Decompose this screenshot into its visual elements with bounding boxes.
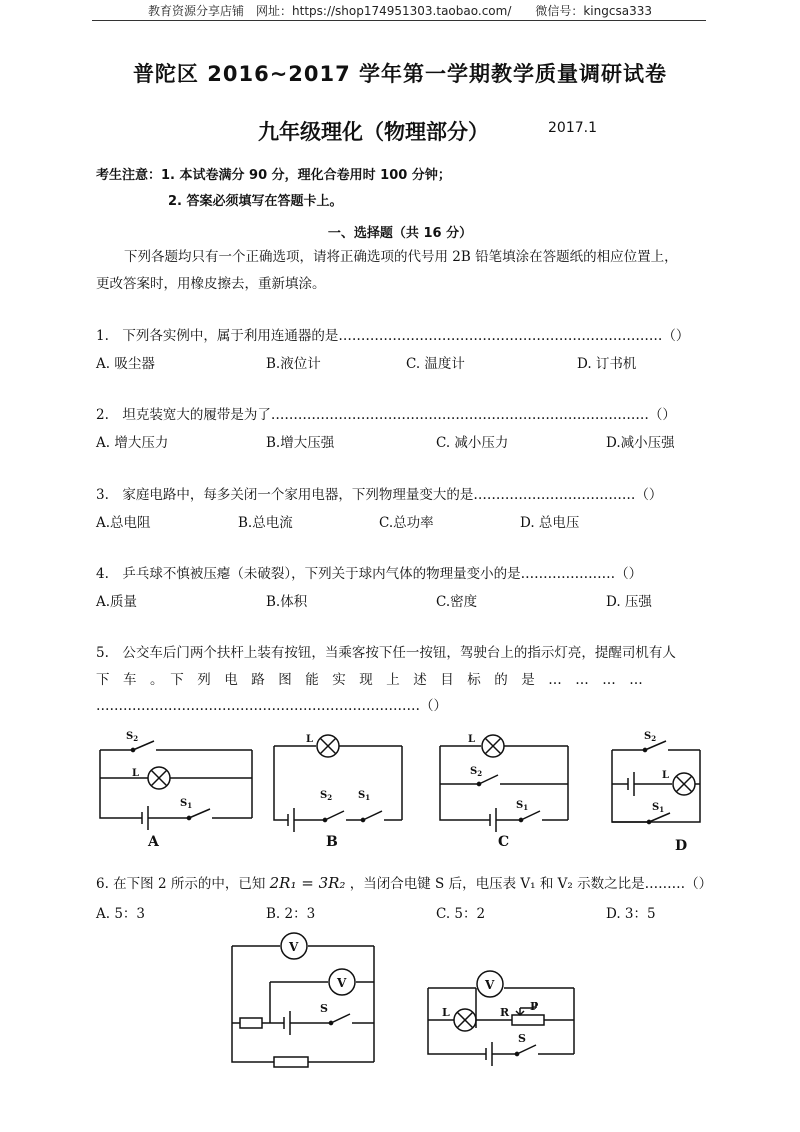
right-slider-label: P (530, 1000, 539, 1013)
site-header: 教育资源分享店铺 网址：https://shop174951303.taobao.com/ 微信号：kingcsa333 (148, 4, 652, 18)
question-6-circuits (220, 928, 600, 1078)
circuit-d-s1-label: $S_1$ (652, 802, 665, 814)
q1-option-b: B.液位计 (266, 356, 321, 372)
q2-option-d: D.减小压强 (606, 435, 675, 451)
question-3-stem: 3. 家庭电路中，每多关闭一个家用电器，下列物理量变大的是………………………………（） (96, 487, 663, 503)
q2-option-a: A. 增大压力 (96, 435, 169, 451)
q4-option-a: A.质量 (96, 594, 138, 610)
q6-option-a: A. 5：3 (96, 906, 146, 922)
q1-option-d: D. 订书机 (577, 356, 637, 372)
q3-option-d: D. 总电压 (520, 515, 580, 531)
circuit-a (100, 741, 252, 830)
circuit-a-lamp-label: L (132, 768, 140, 779)
question-5-stem-line-2: 下 车 。 下 列 电 路 图 能 实 现 上 述 目 标 的 是 … … … … (96, 672, 643, 688)
q3-option-a: A.总电阻 (96, 515, 151, 531)
q4-option-b: B.体积 (266, 594, 308, 610)
q4-option-d: D. 压强 (606, 594, 652, 610)
section-instruction-1: 下列各题均只有一个正确选项，请将正确选项的代号用 2B 铅笔填涂在答题纸的相应位置上， (124, 249, 678, 265)
circuit-c-s1-label: $S_1$ (516, 800, 529, 812)
question-6-stem-post: ，当闭合电键 S 后，电压表 V₁ 和 V₂ 示数之比是………（） (349, 876, 713, 892)
q3-option-b: B.总电流 (238, 515, 293, 531)
q2-option-b: B.增大压强 (266, 435, 335, 451)
circuit-b-s2-label: $S_2$ (320, 790, 333, 802)
q4-option-c: C.密度 (436, 594, 478, 610)
circuit-a-s1-label: $S_1$ (180, 798, 193, 810)
exam-date: 2017.1 (548, 120, 597, 136)
q1-option-c: C. 温度计 (406, 356, 465, 372)
circuit-c-lamp-label: L (468, 734, 476, 745)
circuit-label-a: A (148, 834, 159, 850)
header-divider (92, 20, 706, 21)
circuit-b (274, 735, 402, 832)
left-circuit (232, 933, 374, 1067)
question-2-stem: 2. 坦克装宽大的履带是为了…………………………………………………………………………（） (96, 407, 676, 423)
left-voltmeter-2-label: V (337, 976, 347, 990)
q6-option-c: C. 5：2 (436, 906, 486, 922)
question-4-stem: 4. 乒乓球不慎被压瘪（未破裂），下列关于球内气体的物理量变小的是…………………（） (96, 566, 643, 582)
q1-option-a: A. 吸尘器 (96, 356, 155, 372)
question-1-stem: 1. 下列各实例中，属于利用连通器的是………………………………………………………………（） (96, 328, 690, 344)
circuit-d-s2-label: $S_2$ (644, 731, 657, 743)
circuit-label-c: C (498, 834, 510, 850)
question-6-equation: 2R₁ = 3R₂ (269, 874, 346, 892)
left-switch-label: S (320, 1002, 328, 1015)
right-lamp-label: L (442, 1006, 450, 1019)
right-voltmeter-label: V (485, 978, 495, 992)
question-5-circuits (92, 722, 712, 857)
question-5-stem-line-3: ………………………………………………………………（） (96, 698, 447, 714)
q2-option-c: C. 减小压力 (436, 435, 509, 451)
circuit-a-s2-label: $S_2$ (126, 731, 139, 743)
exam-title: 普陀区 2016~2017 学年第一学期教学质量调研试卷 (132, 62, 668, 86)
question-5-stem-line-1: 5. 公交车后门两个扶杆上装有按钮，当乘客按下任一按钮，驾驶台上的指示灯亮，提醒司机有人 (96, 645, 676, 661)
question-6-stem (96, 872, 712, 892)
section-title: 一、选择题（共 16 分） (327, 226, 473, 241)
q3-option-c: C.总功率 (379, 515, 434, 531)
circuit-b-s1-label: $S_1$ (358, 790, 371, 802)
left-voltmeter-1-label: V (289, 940, 299, 954)
circuit-d-lamp-label: L (662, 770, 670, 781)
circuit-c (440, 735, 568, 832)
right-switch-label: S (518, 1032, 526, 1045)
circuit-label-d: D (675, 838, 688, 854)
exam-subtitle: 九年级理化（物理部分） (258, 120, 489, 144)
question-6-stem-pre: 6. 在下图 2 所示的中，已知 (96, 876, 266, 892)
right-rheostat-label: R (500, 1006, 510, 1019)
q6-option-d: D. 3：5 (606, 906, 656, 922)
notice-line-2: 2. 答案必须填写在答题卡上。 (168, 194, 343, 209)
section-instruction-2: 更改答案时，用橡皮擦去，重新填涂。 (96, 276, 326, 292)
circuit-b-lamp-label: L (306, 734, 314, 745)
circuit-label-b: B (326, 834, 338, 850)
circuit-c-s2-label: $S_2$ (470, 766, 483, 778)
q6-option-b: B. 2：3 (266, 906, 316, 922)
notice-line-1: 考生注意：1. 本试卷满分 90 分，理化合卷用时 100 分钟； (96, 168, 451, 183)
